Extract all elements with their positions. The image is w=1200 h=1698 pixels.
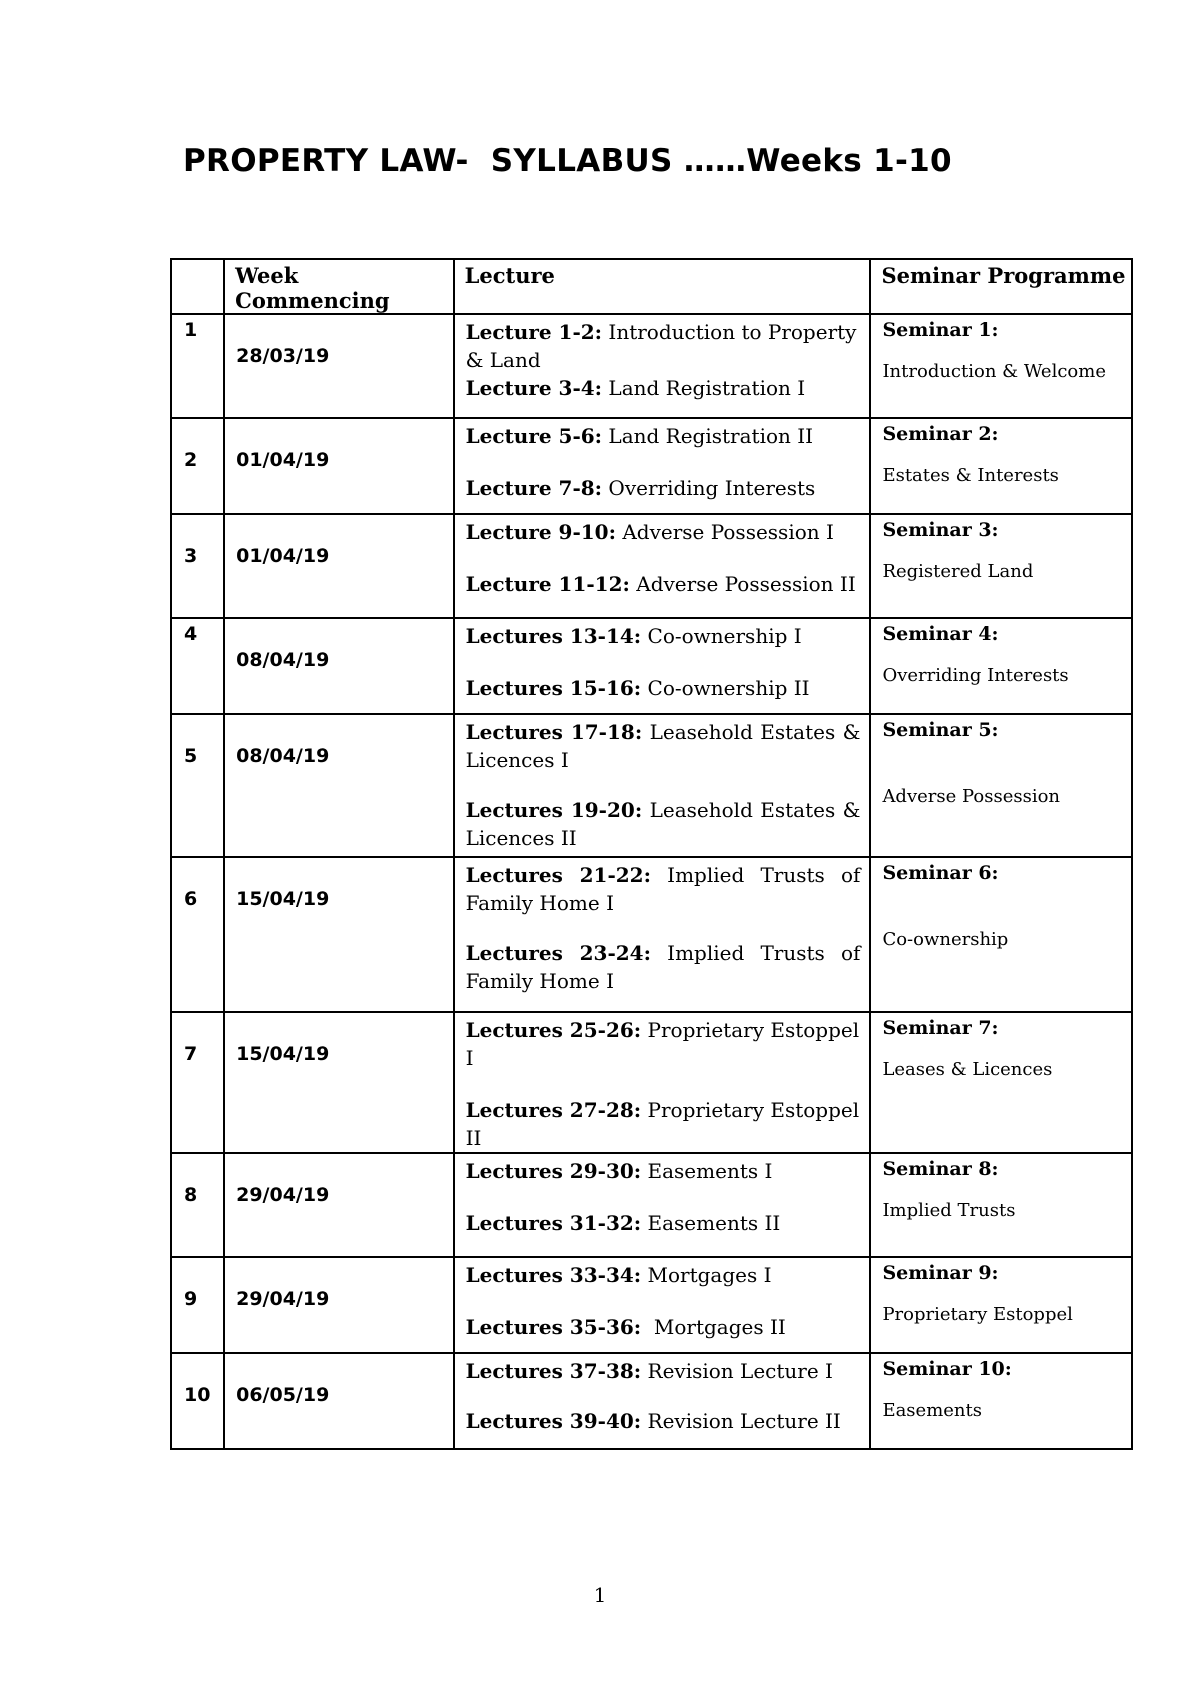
lecture-label: Lecture 7-8:: [465, 476, 603, 500]
seminar-cell: [870, 314, 1132, 418]
lecture-topic: Overriding Interests: [602, 476, 816, 500]
syllabus-table: [170, 258, 1133, 1450]
week-number-cell: [171, 1012, 224, 1153]
lecture-topic: Proprietary Estoppel II: [465, 1098, 866, 1150]
lecture-cell: [454, 618, 871, 714]
lecture-topic: Implied Trusts of Family Home I: [465, 863, 867, 915]
lecture-label: Lectures 35-36:: [465, 1315, 642, 1339]
lecture-entry: [466, 474, 861, 502]
lecture-cell: [454, 1257, 871, 1353]
header-seminar-programme: Seminar Programme: [870, 259, 1132, 314]
table-row: [171, 1257, 1132, 1353]
page-title: PROPERTY LAW- SYLLABUS ……Weeks 1-10: [183, 143, 952, 179]
seminar-title: Seminar 2:: [882, 423, 999, 445]
lecture-cell: [454, 514, 871, 618]
lecture-label: Lectures 13-14:: [465, 624, 642, 648]
week-number-cell: [171, 714, 224, 857]
page-number: 1: [593, 1583, 607, 1607]
lecture-cell: [454, 1353, 871, 1449]
lecture-label: Lectures 33-34:: [465, 1263, 642, 1287]
table-row: [171, 1153, 1132, 1257]
lecture-label: Lectures 19-20:: [465, 798, 643, 822]
lecture-entry: [466, 1261, 861, 1289]
seminar-topic: Registered Land: [882, 561, 1034, 582]
lecture-cell: [454, 1012, 871, 1153]
week-commencing-date: 15/04/19: [236, 1043, 330, 1065]
lecture-topic: Introduction to Property & Land: [465, 320, 863, 372]
lecture-entry: [466, 422, 861, 450]
lecture-topic: Co-ownership I: [641, 624, 802, 648]
week-number-cell: [171, 514, 224, 618]
seminar-topic: Proprietary Estoppel: [882, 1304, 1073, 1325]
lecture-entry: [465, 861, 867, 917]
lecture-label: Lectures 27-28:: [465, 1098, 642, 1122]
lecture-label: Lecture 5-6:: [465, 424, 603, 448]
lecture-entry: [466, 622, 861, 650]
lecture-entry: [465, 1016, 866, 1072]
week-number: 3: [184, 545, 198, 567]
seminar-topic: Leases & Licences: [882, 1059, 1053, 1080]
lecture-entry: [466, 1157, 861, 1185]
lecture-topic: Revision Lecture I: [641, 1359, 833, 1383]
seminar-topic: Estates & Interests: [882, 465, 1059, 486]
lecture-topic: Mortgages II: [641, 1315, 786, 1339]
week-number-cell: [171, 618, 224, 714]
lecture-cell: [454, 314, 871, 418]
week-number: 9: [184, 1288, 198, 1310]
header-lecture: Lecture: [454, 259, 871, 314]
seminar-title: Seminar 5:: [882, 719, 999, 741]
lecture-cell: [454, 1153, 871, 1257]
lecture-entry: [466, 674, 861, 702]
lecture-label: Lectures 21-22:: [465, 863, 651, 887]
lecture-topic: Leasehold Estates & Licences I: [465, 720, 867, 772]
lecture-label: Lectures 31-32:: [465, 1211, 642, 1235]
header-week-number: [171, 259, 224, 314]
week-commencing-cell: [224, 314, 453, 418]
lecture-label: Lectures 37-38:: [465, 1359, 642, 1383]
lecture-entry: [466, 1209, 861, 1237]
week-commencing-date: 08/04/19: [236, 745, 330, 767]
seminar-title: Seminar 4:: [882, 623, 999, 645]
week-commencing-date: 15/04/19: [236, 888, 330, 910]
week-number-cell: [171, 1353, 224, 1449]
week-number-cell: [171, 314, 224, 418]
lecture-label: Lecture 1-2:: [465, 320, 603, 344]
lecture-topic: Adverse Possession I: [615, 520, 834, 544]
table-header-row: [171, 259, 1132, 314]
week-commencing-cell: [224, 1012, 453, 1153]
week-number: 10: [184, 1384, 211, 1406]
week-commencing-cell: [224, 514, 453, 618]
lecture-topic: Leasehold Estates & Licences II: [465, 798, 867, 850]
seminar-cell: [870, 418, 1132, 514]
week-number-cell: [171, 1257, 224, 1353]
lecture-cell: [454, 714, 871, 857]
lecture-topic: Proprietary Estoppel I: [465, 1018, 866, 1070]
week-commencing-date: 29/04/19: [236, 1184, 330, 1206]
lecture-entry: [466, 1357, 861, 1385]
week-number: 5: [184, 745, 198, 767]
lecture-entry: [465, 718, 867, 774]
week-commencing-date: 01/04/19: [236, 449, 330, 471]
week-commencing-date: 01/04/19: [236, 545, 330, 567]
lecture-entry: [465, 939, 867, 995]
seminar-topic: Co-ownership: [882, 929, 1009, 950]
week-number: 2: [184, 449, 198, 471]
lecture-label: Lectures 29-30:: [465, 1159, 642, 1183]
week-commencing-cell: [224, 857, 453, 1012]
lecture-cell: [454, 857, 871, 1012]
seminar-cell: [870, 857, 1132, 1012]
week-commencing-date: 08/04/19: [236, 649, 330, 671]
week-commencing-date: 06/05/19: [236, 1384, 330, 1406]
week-commencing-cell: [224, 1257, 453, 1353]
seminar-topic: Easements: [882, 1400, 982, 1421]
lecture-topic: Adverse Possession II: [629, 572, 856, 596]
lecture-topic: Easements II: [641, 1211, 781, 1235]
lecture-entry: [466, 318, 861, 374]
header-week-commencing: Week Commencing: [224, 259, 453, 314]
seminar-cell: [870, 1257, 1132, 1353]
lecture-label: Lecture 9-10:: [465, 520, 616, 544]
seminar-title: Seminar 8:: [882, 1158, 999, 1180]
lecture-label: Lectures 25-26:: [465, 1018, 642, 1042]
lecture-entry: [466, 518, 861, 546]
lecture-topic: Mortgages I: [641, 1263, 772, 1287]
lecture-entry: [465, 1096, 866, 1152]
lecture-label: Lectures 23-24:: [465, 941, 651, 965]
week-commencing-date: 28/03/19: [236, 345, 330, 367]
lecture-topic: Easements I: [641, 1159, 773, 1183]
seminar-cell: [870, 1012, 1132, 1153]
week-number: 4: [184, 623, 198, 645]
lecture-entry: [466, 374, 861, 402]
seminar-cell: [870, 1153, 1132, 1257]
lecture-label: Lectures 17-18:: [465, 720, 643, 744]
lecture-label: Lectures 15-16:: [465, 676, 642, 700]
table-row: [171, 1012, 1132, 1153]
seminar-title: Seminar 1:: [882, 319, 999, 341]
week-number-cell: [171, 1153, 224, 1257]
seminar-title: Seminar 9:: [882, 1262, 999, 1284]
seminar-topic: Introduction & Welcome: [882, 361, 1106, 382]
seminar-topic: Overriding Interests: [882, 665, 1069, 686]
lecture-topic: Implied Trusts of Family Home I: [465, 941, 867, 993]
week-number-cell: [171, 418, 224, 514]
lecture-topic: Land Registration II: [602, 424, 814, 448]
seminar-cell: [870, 714, 1132, 857]
lecture-entry: [466, 1313, 861, 1341]
seminar-title: Seminar 7:: [882, 1017, 999, 1039]
lecture-entry: [466, 570, 861, 598]
seminar-topic: Adverse Possession: [882, 786, 1061, 807]
lecture-label: Lecture 3-4:: [465, 376, 603, 400]
table-row: [171, 714, 1132, 857]
table-row: [171, 514, 1132, 618]
seminar-title: Seminar 6:: [882, 862, 999, 884]
week-commencing-cell: [224, 714, 453, 857]
seminar-topic: Implied Trusts: [882, 1200, 1016, 1221]
seminar-cell: [870, 1353, 1132, 1449]
lecture-topic: Revision Lecture II: [641, 1409, 841, 1433]
seminar-cell: [870, 514, 1132, 618]
week-number: 6: [184, 888, 198, 910]
week-commencing-cell: [224, 1353, 453, 1449]
week-commencing-cell: [224, 1153, 453, 1257]
lecture-cell: [454, 418, 871, 514]
table-row: [171, 618, 1132, 714]
week-number: 7: [184, 1043, 198, 1065]
seminar-title: Seminar 10:: [882, 1358, 1012, 1380]
table-row: [171, 418, 1132, 514]
week-number-cell: [171, 857, 224, 1012]
lecture-label: Lecture 11-12:: [465, 572, 630, 596]
lecture-topic: Co-ownership II: [641, 676, 810, 700]
seminar-title: Seminar 3:: [882, 519, 999, 541]
seminar-cell: [870, 618, 1132, 714]
lecture-entry: [465, 796, 867, 852]
week-commencing-date: 29/04/19: [236, 1288, 330, 1310]
lecture-entry: [466, 1407, 861, 1435]
week-commencing-cell: [224, 418, 453, 514]
week-number: 8: [184, 1184, 198, 1206]
week-number: 1: [184, 319, 198, 341]
table-row: [171, 857, 1132, 1012]
lecture-label: Lectures 39-40:: [465, 1409, 642, 1433]
table-row: [171, 1353, 1132, 1449]
week-commencing-cell: [224, 618, 453, 714]
table-row: [171, 314, 1132, 418]
lecture-topic: Land Registration I: [602, 376, 806, 400]
